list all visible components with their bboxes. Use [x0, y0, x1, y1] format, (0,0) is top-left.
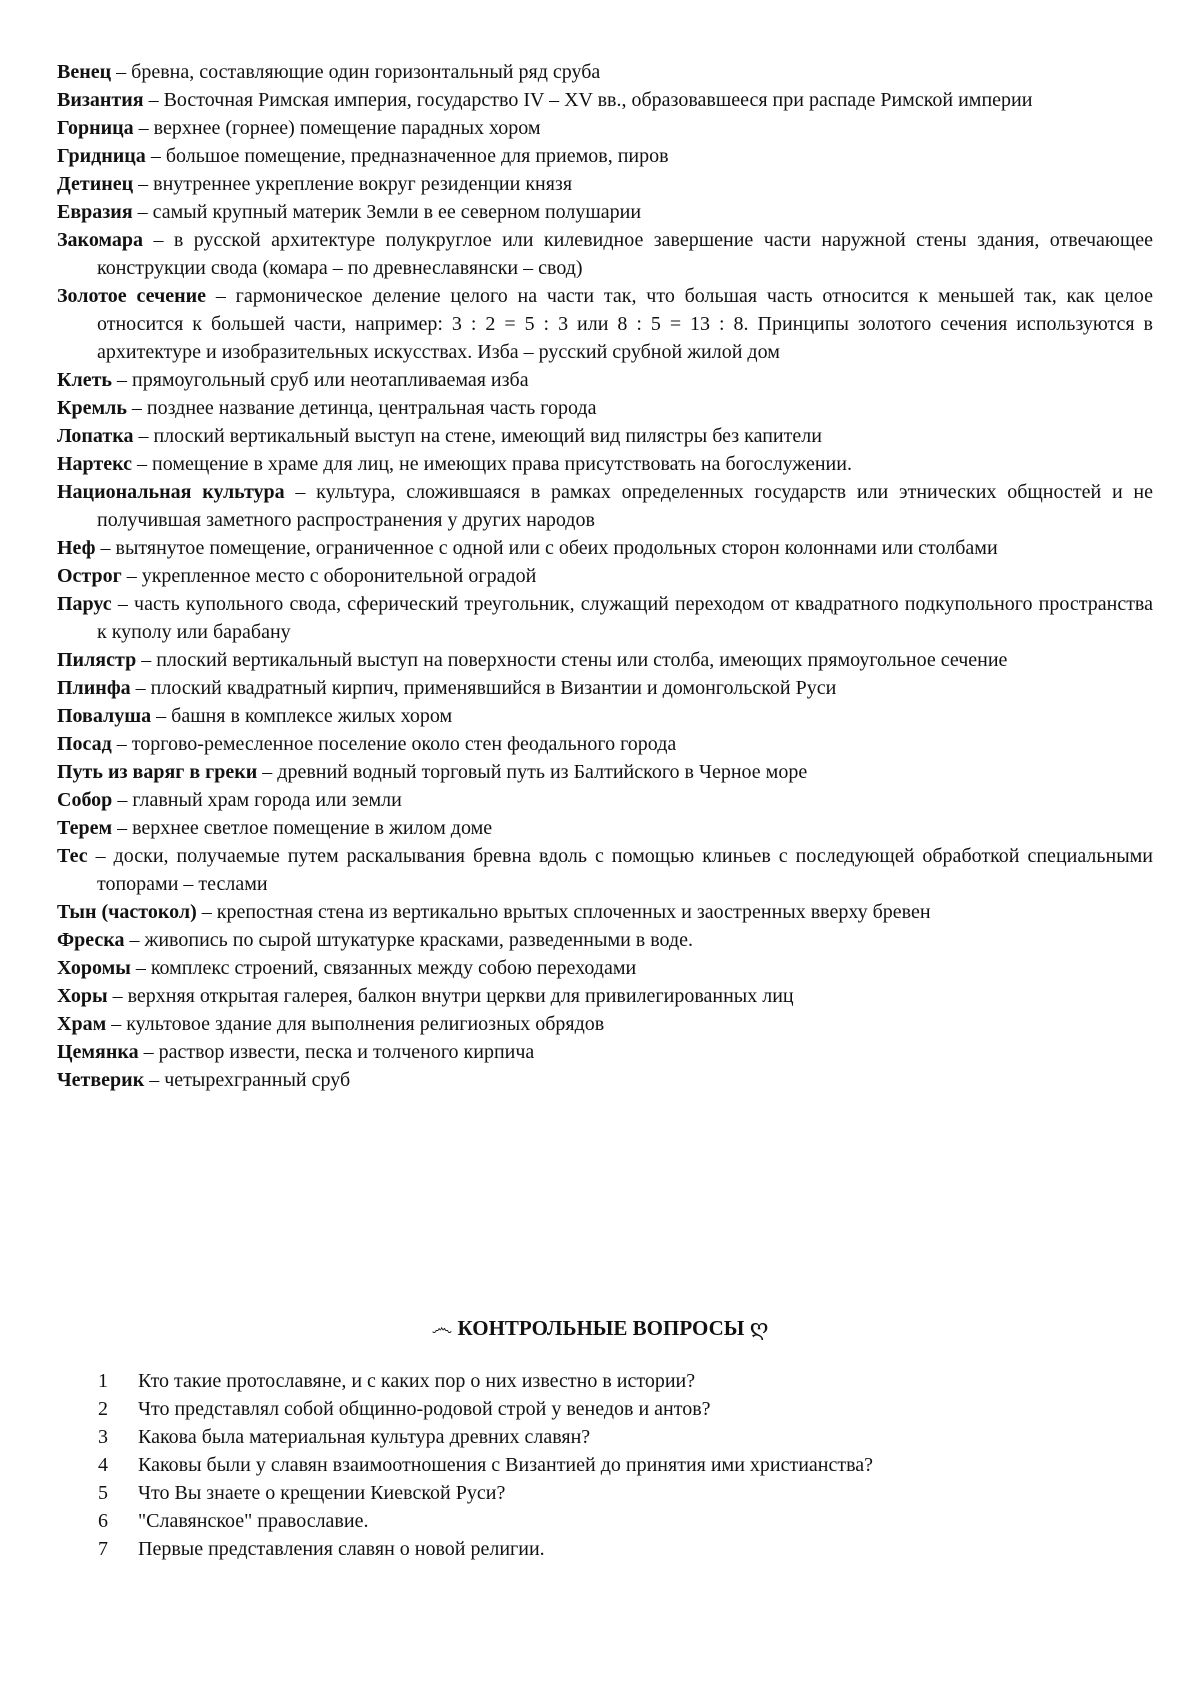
glossary-term: Тес: [57, 845, 88, 867]
question-item: [98, 1395, 1148, 1423]
glossary-entry: [57, 114, 1153, 142]
glossary-entry: [57, 646, 1153, 674]
question-item: [98, 1479, 1148, 1507]
glossary-definition: – укрепленное место с оборонительной оградой: [121, 565, 537, 587]
glossary-term: Гридница: [57, 145, 146, 167]
glossary-entry: [57, 1066, 1153, 1094]
glossary-definition: – плоский квадратный кирпич, применявшийся в Византии и домонгольской Руси: [130, 677, 837, 699]
glossary-term: Хоромы: [57, 957, 131, 979]
question-item: [98, 1451, 1148, 1479]
glossary-entry: [57, 226, 1153, 282]
glossary-entry: [57, 366, 1153, 394]
glossary-definition: – плоский вертикальный выступ на поверхности стены или столба, имеющих прямоугольное сечение: [136, 649, 1008, 671]
glossary-term: Клеть: [57, 369, 112, 391]
glossary-definition: – крепостная стена из вертикально врытых сплоченных и заостренных вверху бревен: [196, 901, 931, 923]
glossary-term: Повалуша: [57, 705, 152, 727]
glossary-entry: [57, 982, 1153, 1010]
glossary-term: Цемянка: [57, 1041, 139, 1063]
glossary-entry: [57, 198, 1153, 226]
glossary-term: Собор: [57, 789, 113, 811]
question-number: 7: [98, 1538, 108, 1560]
glossary: [57, 58, 1153, 1094]
glossary-definition: – вытянутое помещение, ограниченное с одной или с обеих продольных сторон колоннами или столбами: [95, 537, 998, 559]
glossary-term: Четверик: [57, 1069, 145, 1091]
glossary-entry: [57, 730, 1153, 758]
glossary-entry: [57, 142, 1153, 170]
glossary-definition: – большое помещение, предназначенное для приемов, пиров: [145, 145, 669, 167]
question-text: Каковы были у славян взаимоотношения с Византией до принятия ими христианства?: [138, 1454, 874, 1476]
glossary-term: Посад: [57, 733, 112, 755]
glossary-term: Горница: [57, 117, 134, 139]
glossary-term: Острог: [57, 565, 122, 587]
glossary-definition: – четырехгранный сруб: [144, 1069, 351, 1091]
glossary-definition: – прямоугольный сруб или неотапливаемая изба: [112, 369, 529, 391]
glossary-term: Путь из варяг в греки: [57, 761, 258, 783]
glossary-term: Плинфа: [57, 677, 131, 699]
glossary-entry: [57, 1038, 1153, 1066]
question-text: Кто такие протославяне, и с каких пор о них известно в истории?: [138, 1370, 696, 1392]
glossary-definition: – бревна, составляющие один горизонтальный ряд сруба: [111, 61, 601, 83]
question-number: 1: [98, 1370, 108, 1392]
glossary-entry: [57, 1010, 1153, 1038]
question-text: Первые представления славян о новой религии.: [138, 1538, 545, 1560]
question-number: 2: [98, 1398, 108, 1420]
glossary-definition: – Восточная Римская империя, государство IV – XV вв., образовавшееся при распаде Римской империи: [143, 89, 1033, 111]
glossary-entry: [57, 954, 1153, 982]
question-item: [98, 1507, 1148, 1535]
glossary-definition: – верхняя открытая галерея, балкон внутри церкви для привилегированных лиц: [107, 985, 794, 1007]
glossary-entry: [57, 86, 1153, 114]
glossary-term: Венец: [57, 61, 112, 83]
glossary-term: Евразия: [57, 201, 133, 223]
glossary-term: Хоры: [57, 985, 108, 1007]
glossary-term: Лопатка: [57, 425, 134, 447]
glossary-term: Детинец: [57, 173, 134, 195]
question-number: 5: [98, 1482, 108, 1504]
question-item: [98, 1367, 1148, 1395]
glossary-term: Тын (частокол): [57, 901, 197, 923]
glossary-definition: – в русской архитектуре полукруглое или килевидное завершение части наружной стены здания, отвечающее конструкции свода (комара – по древнеславянски – свод): [97, 229, 1153, 279]
glossary-entry: [57, 170, 1153, 198]
glossary-definition: – живопись по сырой штукатурке красками, разведенными в воде.: [124, 929, 694, 951]
glossary-entry: [57, 534, 1153, 562]
glossary-term: Кремль: [57, 397, 127, 419]
question-item: [98, 1535, 1148, 1563]
section-heading: [0, 1314, 1200, 1342]
glossary-definition: – верхнее (горнее) помещение парадных хором: [133, 117, 541, 139]
glossary-definition: – башня в комплексе жилых хором: [151, 705, 453, 727]
glossary-term: Пилястр: [57, 649, 137, 671]
glossary-definition: – доски, получаемые путем раскалывания бревна вдоль с помощью клиньев с последующей обработкой специальными топорами – теслами: [87, 845, 1153, 895]
glossary-entry: [57, 450, 1153, 478]
glossary-entry: [57, 842, 1153, 898]
glossary-entry: [57, 674, 1153, 702]
glossary-term: Византия: [57, 89, 144, 111]
glossary-entry: [57, 814, 1153, 842]
glossary-term: Закомара: [57, 229, 144, 251]
glossary-definition: – внутреннее укрепление вокруг резиденции князя: [133, 173, 573, 195]
glossary-entry: [57, 898, 1153, 926]
question-text: Что представлял собой общинно-родовой строй у венедов и антов?: [138, 1398, 711, 1420]
ornament-right-icon: ღ: [749, 1315, 769, 1340]
question-number: 6: [98, 1510, 108, 1532]
glossary-definition: – помещение в храме для лиц, не имеющих права присутствовать на богослужении.: [132, 453, 852, 475]
glossary-entry: [57, 590, 1153, 646]
glossary-entry: [57, 394, 1153, 422]
glossary-definition: – торгово-ремесленное поселение около стен феодального города: [111, 733, 677, 755]
glossary-definition: – раствор извести, песка и толченого кирпича: [138, 1041, 535, 1063]
glossary-definition: – главный храм города или земли: [112, 789, 402, 811]
glossary-definition: – древний водный торговый путь из Балтийского в Черное море: [257, 761, 808, 783]
question-text: Какова была материальная культура древних славян?: [138, 1426, 591, 1448]
questions-list: [98, 1367, 1148, 1563]
glossary-definition: – позднее название детинца, центральная часть города: [126, 397, 597, 419]
glossary-entry: [57, 478, 1153, 534]
glossary-entry: [57, 702, 1153, 730]
glossary-term: Нартекс: [57, 453, 133, 475]
glossary-term: Терем: [57, 817, 113, 839]
question-text: "Славянское" православие.: [138, 1510, 369, 1532]
glossary-entry: [57, 562, 1153, 590]
glossary-term: Неф: [57, 537, 96, 559]
question-text: Что Вы знаете о крещении Киевской Руси?: [138, 1482, 506, 1504]
glossary-definition: – плоский вертикальный выступ на стене, имеющий вид пилястры без капители: [133, 425, 822, 447]
glossary-definition: – культовое здание для выполнения религиозных обрядов: [106, 1013, 605, 1035]
glossary-term: Парус: [57, 593, 112, 615]
glossary-definition: – гармоническое деление целого на части так, что большая часть относится к меньшей так, как целое относится к большей части, например: 3 : 2 = 5 : 3 или 8 : 5 = 13 : 8. Принципы золотого сечения используются в архитектуре и изобразительных искусствах. Изба – русский срубной жилой дом: [97, 285, 1153, 363]
section-title: КОНТРОЛЬНЫЕ ВОПРОСЫ: [452, 1316, 750, 1340]
glossary-definition: – верхнее светлое помещение в жилом доме: [112, 817, 493, 839]
glossary-term: Фреска: [57, 929, 125, 951]
glossary-definition: – самый крупный материк Земли в ее северном полушарии: [132, 201, 642, 223]
glossary-term: Золотое сечение: [57, 285, 207, 307]
glossary-entry: [57, 58, 1153, 86]
question-number: 4: [98, 1454, 108, 1476]
glossary-entry: [57, 758, 1153, 786]
question-item: [98, 1423, 1148, 1451]
glossary-term: Национальная культура: [57, 481, 285, 503]
glossary-entry: [57, 282, 1153, 366]
glossary-definition: – культура, сложившаяся в рамках определенных государств или этнических общностей и не получившая заметного распространения у других народов: [97, 481, 1153, 531]
glossary-entry: [57, 422, 1153, 450]
glossary-entry: [57, 786, 1153, 814]
question-number: 3: [98, 1426, 108, 1448]
glossary-definition: – часть купольного свода, сферический треугольник, служащий переходом от квадратного подкупольного пространства к куполу или барабану: [97, 593, 1153, 643]
ornament-left-icon: ෴: [431, 1315, 453, 1340]
glossary-entry: [57, 926, 1153, 954]
glossary-definition: – комплекс строений, связанных между собою переходами: [130, 957, 637, 979]
glossary-term: Храм: [57, 1013, 107, 1035]
